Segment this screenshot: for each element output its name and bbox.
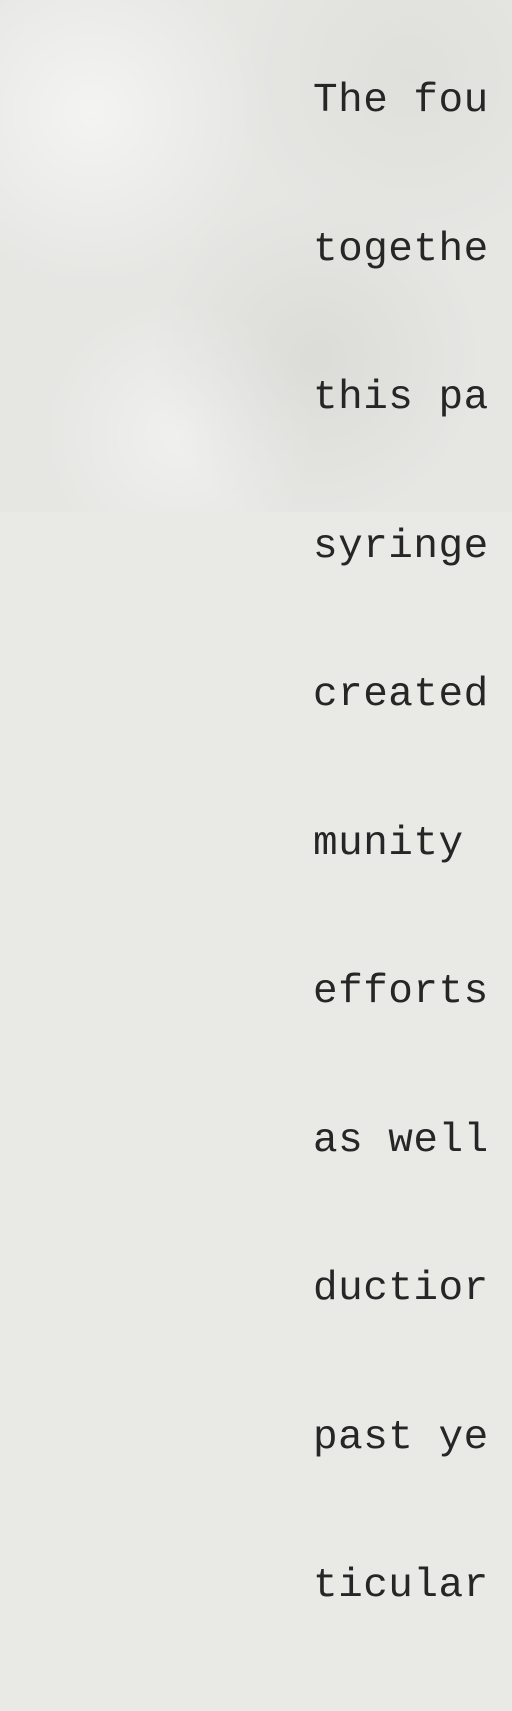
text-line: syringe	[313, 523, 489, 570]
typed-text-block	[313, 0, 489, 1711]
text-line: ticular	[313, 1563, 489, 1609]
text-line: togethe	[313, 226, 489, 273]
text-line: as well	[313, 1117, 489, 1164]
text-line: past ye	[313, 1414, 489, 1461]
text-line: ductior	[313, 1266, 489, 1312]
text-line: efforts	[313, 969, 489, 1015]
text-line: The fou	[313, 78, 489, 124]
text-line: munity	[313, 820, 464, 867]
text-line: this pa	[313, 375, 489, 421]
text-line: created	[313, 672, 489, 718]
